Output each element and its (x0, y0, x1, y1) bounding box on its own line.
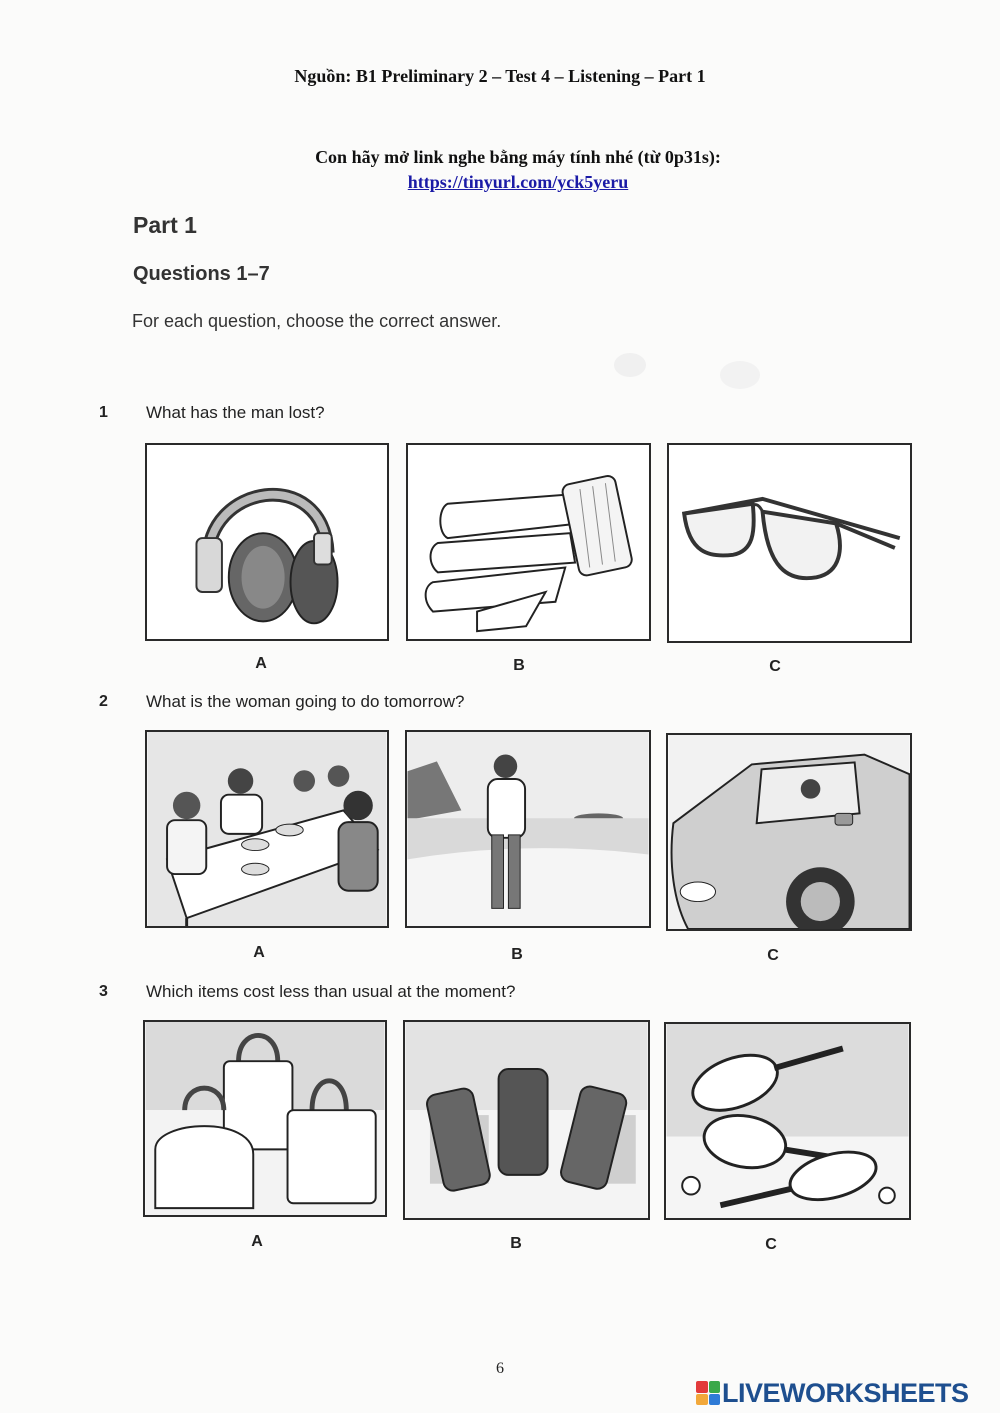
headphones-icon (147, 445, 387, 639)
phones-icon (405, 1022, 648, 1218)
part-title: Part 1 (133, 212, 197, 238)
beach-walk-icon (407, 732, 649, 926)
watermark-shape (610, 345, 770, 395)
source-line: Nguồn: B1 Preliminary 2 – Test 4 – Listening – Part 1 (294, 66, 706, 86)
option-c-glasses-image[interactable] (667, 443, 912, 643)
question-number: 1 (99, 404, 108, 421)
option-label: B (511, 946, 523, 963)
option-c-car-image[interactable] (666, 733, 912, 931)
questions-range: Questions 1–7 (133, 263, 270, 285)
option-label: C (769, 658, 781, 675)
option-label: C (767, 947, 779, 964)
option-label: B (513, 657, 525, 674)
listening-instruction (0, 145, 1000, 195)
option-b-phones-image[interactable] (403, 1020, 650, 1220)
option-c-tennis-rackets-image[interactable] (664, 1022, 911, 1220)
instruction-text: Con hãy mở link nghe bằng máy tính nhé (từ 0p31s): (315, 147, 721, 167)
gloves-icon (408, 445, 649, 639)
question-text: Which items cost less than usual at the moment? (146, 982, 516, 1001)
option-a-dinner-image[interactable] (145, 730, 389, 928)
brand-mark-icon (696, 1381, 720, 1405)
brand-name: LIVEWORKSHEETS (722, 1377, 969, 1408)
glasses-icon (669, 445, 910, 641)
option-a-handbags-image[interactable] (143, 1020, 387, 1217)
question-number: 2 (99, 693, 108, 710)
page-number: 6 (496, 1360, 504, 1377)
question-number: 3 (99, 983, 108, 1000)
tennis-racket-icon (666, 1024, 909, 1218)
liveworksheets-logo[interactable] (696, 1378, 969, 1408)
dinner-table-icon (147, 732, 387, 926)
option-label: C (765, 1236, 777, 1253)
task-directive: For each question, choose the correct answer. (132, 311, 502, 331)
option-a-headphones-image[interactable] (145, 443, 389, 641)
handbags-icon (145, 1022, 385, 1215)
option-b-beach-walk-image[interactable] (405, 730, 651, 928)
option-label: A (253, 944, 265, 961)
option-label: A (255, 655, 267, 672)
car-icon (668, 735, 910, 929)
option-label: B (510, 1235, 522, 1252)
question-text: What has the man lost? (146, 403, 325, 422)
option-b-gloves-image[interactable] (406, 443, 651, 641)
audio-link[interactable]: https://tinyurl.com/yck5yeru (407, 172, 629, 192)
option-label: A (251, 1233, 263, 1250)
question-text: What is the woman going to do tomorrow? (146, 692, 465, 711)
